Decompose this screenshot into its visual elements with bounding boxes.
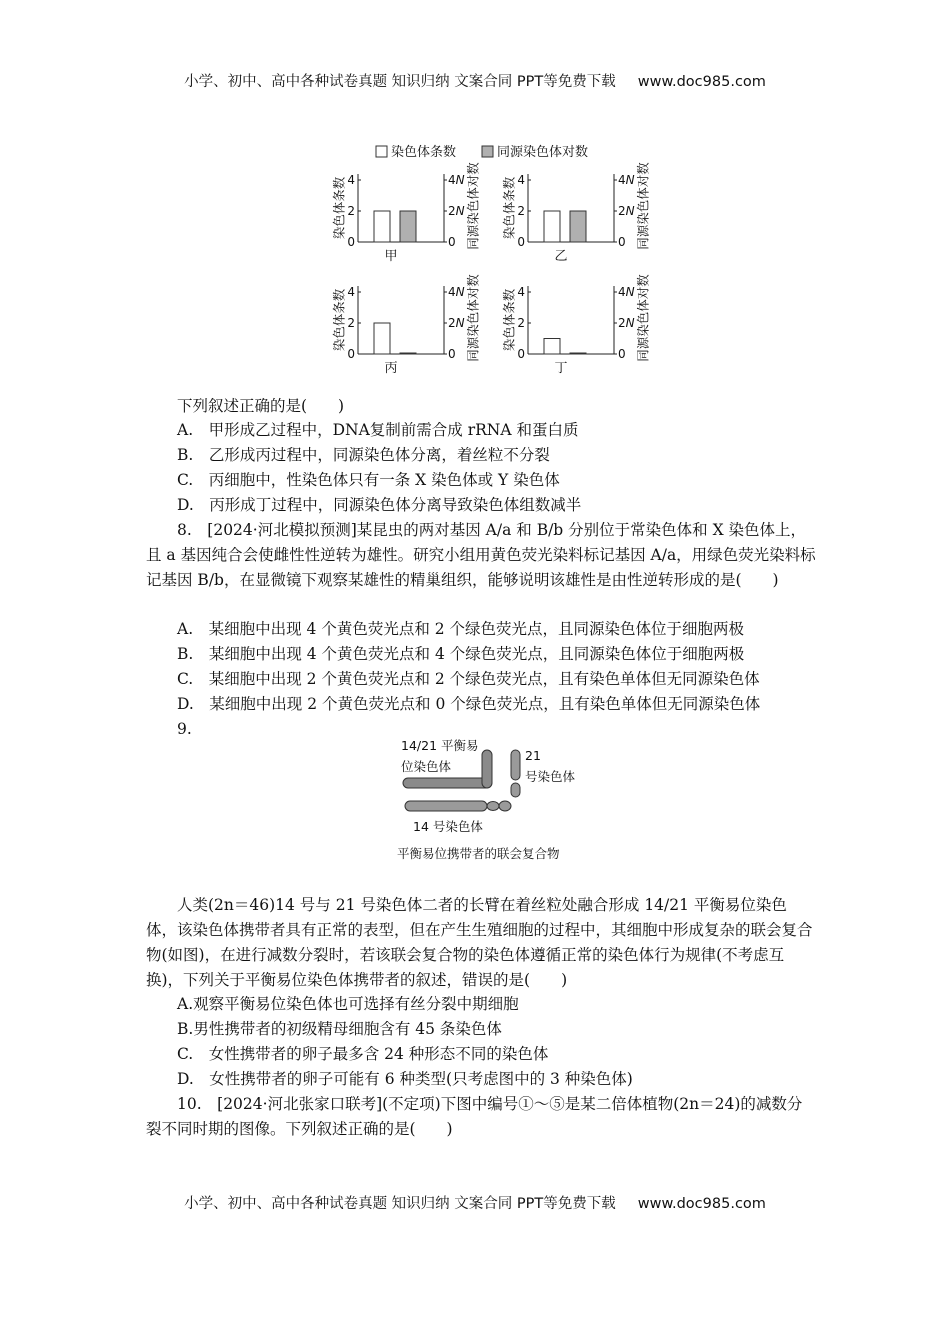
footer-text: 小学、初中、高中各种试卷真题 知识归纳 文案合同 PPT等免费下载 [184,1196,616,1212]
legend-label-chromosome-count: 染色体条数 [391,145,457,160]
q9-option-a[interactable]: A.观察平衡易位染色体也可选择有丝分裂中期细胞 [177,995,519,1013]
q9-option-d[interactable]: D. 女性携带者的卵子可能有 6 种类型(只考虑图中的 3 种染色体) [177,1070,633,1088]
panel-4-ytick-left-0: 0 [517,347,525,361]
q8-option-a[interactable]: A. 某细胞中出现 4 个黄色荧光点和 2 个绿色荧光点，且同源染色体位于细胞两极 [177,620,745,638]
panel-2-ytick-left-0: 0 [517,235,525,249]
q7-option-c[interactable]: C. 丙细胞中，性染色体只有一条 X 染色体或 Y 染色体 [177,471,560,489]
translocation-label-line1: 14/21 平衡易 [401,738,479,753]
chromosome-14-long-arm [405,801,487,811]
chart-svg [330,138,650,388]
panel-1-ytick-right-2: 2N [448,204,465,218]
chromosome-21-long-arm [511,750,520,780]
panel-3-ytick-right-2: 2N [448,316,465,330]
panel-2-ylabel-right: 同源染色体对数 [635,162,650,250]
panel-3-name: 丙 [384,361,398,376]
synaptonemal-complex-figure [395,736,595,866]
translocation-chromosome-horizontal [403,778,491,788]
header-text: 小学、初中、高中各种试卷真题 知识归纳 文案合同 PPT等免费下载 [184,74,616,90]
panel-1-ylabel-right: 同源染色体对数 [465,162,481,250]
q9-figure-svg [395,736,595,866]
panel-1-ytick-left-0: 0 [347,235,355,249]
panel-4-ytick-left-2: 2 [517,316,525,330]
q9-figure-caption: 平衡易位携带者的联会复合物 [397,846,560,861]
panel-1-name: 甲 [384,249,398,264]
q8-stem: 8. [2024·河北模拟预测]某昆虫的两对基因 A/a 和 B/b 分别位于常染色体和 X 染色体上，且 a 基因纯合会使雌性性逆转为雄性。研究小组用黄色荧光染料标记基因 A/a，用绿色荧光染料标记基因 B/b，在显微镜下观察某雄性的精巢组织，能够说明该雄性是由性逆转形成的是( ) [146,521,816,589]
panel-1-bar-homologous-pairs [400,211,416,242]
chromosome-14-short-arm [499,801,511,811]
panel-3-ytick-right-0: 0 [448,347,456,361]
q10-stem: 10. [2024·河北张家口联考](不定项)下图中编号①～⑤是某二倍体植物(2n＝24)的减数分裂不同时期的图像。下列叙述正确的是( ) [146,1095,803,1138]
q8-option-c[interactable]: C. 某细胞中出现 2 个黄色荧光点和 2 个绿色荧光点，且有染色单体但无同源染色体 [177,670,760,688]
panel-1-ytick-right-0: 0 [448,235,456,249]
panel-4-ytick-right-2: 2N [618,316,635,330]
chromosome-21-label-line1: 21 [525,748,541,763]
page-header [0,70,950,91]
panel-3-ytick-left-4: 4 [347,285,355,299]
panel-2-ytick-left-2: 2 [517,204,525,218]
panel-3-ylabel-left: 染色体条数 [331,288,347,352]
legend-swatch-chromosome-count [376,146,387,157]
q7-option-d[interactable]: D. 丙形成丁过程中，同源染色体分离导致染色体组数减半 [177,496,582,514]
chromosome-bar-charts [330,138,650,388]
panel-2-ytick-right-2: 2N [618,204,635,218]
footer-url[interactable]: www.doc985.com [637,1196,766,1212]
panel-4-ylabel-left: 染色体条数 [501,288,517,352]
panel-1-ytick-right-4: 4N [448,173,465,187]
panel-2-ylabel-left: 染色体条数 [501,176,517,240]
q7-stem: 下列叙述正确的是( ) [177,397,345,415]
panel-2-bar-homologous-pairs [570,211,586,242]
panel-4-ylabel-right: 同源染色体对数 [635,274,650,362]
chromosome-21-label-line2: 号染色体 [525,769,576,784]
panel-1-ytick-left-4: 4 [347,173,355,187]
panel-1-bar-chromosome-count [374,211,390,242]
q9-number: 9. [177,720,192,738]
panel-4-ytick-right-4: 4N [618,285,635,299]
panel-1-ytick-left-2: 2 [347,204,355,218]
panel-2-ytick-left-4: 4 [517,173,525,187]
panel-3-ylabel-right: 同源染色体对数 [465,274,481,362]
panel-4-bar-homologous-pairs [570,353,586,354]
panel-2-ytick-right-0: 0 [618,235,626,249]
panel-3-ytick-left-0: 0 [347,347,355,361]
header-url[interactable]: www.doc985.com [637,74,766,90]
q7-option-a[interactable]: A. 甲形成乙过程中，DNA复制前需合成 rRNA 和蛋白质 [177,421,579,439]
translocation-chromosome-vertical [482,750,492,788]
q8-option-b[interactable]: B. 某细胞中出现 4 个黄色荧光点和 4 个绿色荧光点，且同源染色体位于细胞两极 [177,645,745,663]
q8-option-d[interactable]: D. 某细胞中出现 2 个黄色荧光点和 0 个绿色荧光点，且有染色单体但无同源染色体 [177,695,761,713]
chromosome-21-short-arm [511,783,520,797]
chromosome-14-label: 14 号染色体 [413,819,483,834]
panel-3-ytick-left-2: 2 [347,316,355,330]
page-footer [0,1192,950,1213]
legend-label-homologous-pairs: 同源染色体对数 [497,145,589,160]
q7-option-b[interactable]: B. 乙形成丙过程中，同源染色体分离，着丝粒不分裂 [177,446,550,464]
chromosome-14-centromere [487,802,499,811]
panel-2-ytick-right-4: 4N [618,173,635,187]
q9-option-c[interactable]: C. 女性携带者的卵子最多含 24 种形态不同的染色体 [177,1045,549,1063]
panel-4-ytick-left-4: 4 [517,285,525,299]
panel-4-ytick-right-0: 0 [618,347,626,361]
panel-3-bar-homologous-pairs [400,353,416,354]
panel-4-name: 丁 [554,361,568,376]
q9-option-b[interactable]: B.男性携带者的初级精母细胞含有 45 条染色体 [177,1020,502,1038]
panel-1-ylabel-left: 染色体条数 [331,176,347,240]
panel-3-ytick-right-4: 4N [448,285,465,299]
q9-stem: 人类(2n＝46)14 号与 21 号染色体二者的长臂在着丝粒处融合形成 14/21 平衡易位染色体，该染色体携带者具有正常的表型，但在产生生殖细胞的过程中，其细胞中形成复杂的联会复合物(如图)，在进行减数分裂时，若该联会复合物的染色体遵循正常的染色体行为规律(不考虑互换)，下列关于平衡易位染色体携带者的叙述，错误的是( ) [146,896,813,989]
translocation-label-line2: 位染色体 [401,759,452,774]
legend-swatch-homologous-pairs [482,146,493,157]
panel-2-name: 乙 [554,249,568,264]
panel-4-bar-chromosome-count [544,339,560,355]
panel-2-bar-chromosome-count [544,211,560,242]
panel-3-bar-chromosome-count [374,323,390,354]
